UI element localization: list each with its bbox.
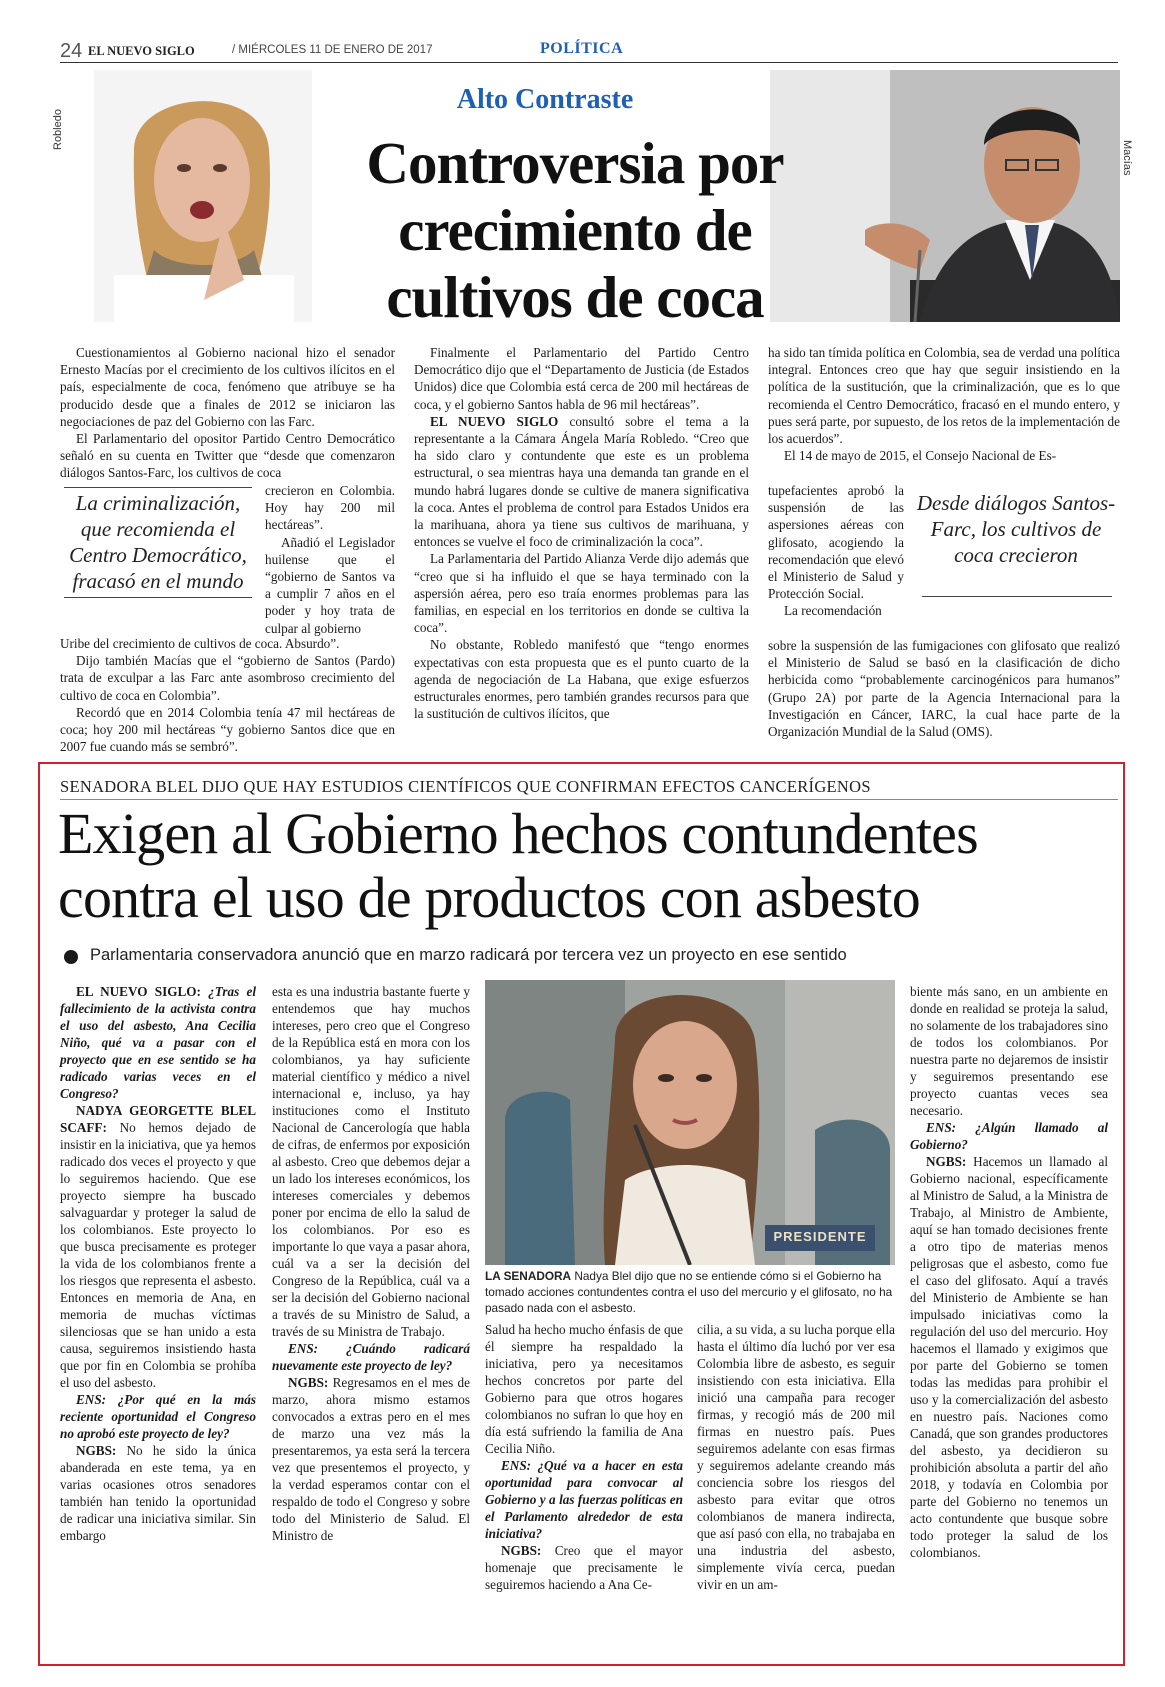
answer-speaker: NGBS:	[288, 1375, 329, 1390]
paragraph: Recordó que en 2014 Colombia tenía 47 mil hectáreas de coca; hoy 200 mil hectáreas “y gobierno Santos dice que en 2007 fue cuando más se sembró”.	[60, 704, 395, 755]
pullquote-right: Desde diálogos Santos-Farc, los cultivos de coca crecieron	[916, 491, 1116, 567]
interview-question: ENS: ¿Cuándo radicará nuevamente este proyecto de ley?	[272, 1341, 470, 1373]
interview-question	[60, 983, 256, 1102]
feature-headline-line2: contra el uso de productos con asbesto	[58, 865, 920, 930]
paragraph: ha sido tan tímida política en Colombia, sea de verdad una política integral. Entonces creo que hay que seguir insistiendo en la política de la sustitución, que la criminalización, que es lo que recomienda el Centro Democrático, fracasó en el mundo entero, y pues será parte, por supuesto, de los retos de la implementación de los acuerdos”.	[768, 345, 1120, 447]
top-column-3	[768, 344, 1120, 464]
question-speaker: EL NUEVO SIGLO:	[76, 984, 201, 999]
top-column-1-narrow	[265, 482, 395, 637]
paragraph: El 14 de mayo de 2015, el Consejo Nacional de Es-	[784, 448, 1057, 464]
kicker: Alto Contraste	[456, 84, 634, 115]
answer-text: Hacemos un llamado al Gobierno nacional, específicamente al Ministro de Salud, a la Ministra de Trabajo, al Ministro de Ambiente, aquí se han tomado decisiones frente a otro tipo de materias menos peligrosas que el asbesto, como fue el caso del glifosato. Aquí a través del Ministerio de Ambiente se han impulsado iniciativas como la regulación del uso del mercurio. Hoy hacemos el llamado y exigimos que por parte del Gobierno se tomen todas las medidas para prohibir el uso y la comercialización del asbesto en nuestro país. Naciones como Canadá, que son grandes productores del asbesto, ya decidieron su prohibición absoluta a partir del año 2018, y todavía en Colombia por parte del Gobierno no tenemos un acto contundente que busque sobre todo proteger la salud de los colombianos.	[910, 1154, 1108, 1560]
publication-date: / MIÉRCOLES 11 DE ENERO DE 2017	[232, 44, 433, 56]
feature-kicker: SENADORA BLEL DIJO QUE HAY ESTUDIOS CIENTÍFICOS QUE CONFIRMAN EFECTOS CANCERÍGENOS	[60, 777, 871, 796]
photo-caption-lead: LA SENADORA	[485, 1269, 572, 1283]
feature-column-3	[485, 1321, 683, 1593]
pullquote-rule-top	[64, 487, 252, 488]
top-column-2	[414, 344, 749, 722]
interview-question: ENS: ¿Qué va a hacer en esta oportunidad para convocar al Gobierno y a las fuerzas políticas en el Parlamento alrededor de esta iniciativa?	[485, 1458, 683, 1541]
paragraph: La recomendación	[784, 603, 882, 619]
interview-answer: biente más sano, en un ambiente en donde en realidad se proteja la salud, no solamente de los trabajadores sino de todos los colombianos. Por nuestra parte no dejaremos de insistir y seguiremos presentando ese proyecto cuantas veces sea necesario.	[910, 984, 1108, 1118]
top-column-1	[60, 344, 395, 482]
answer-speaker: NADYA GEORGETTE BLEL SCAFF:	[60, 1103, 256, 1135]
paragraph: Cuestionamientos al Gobierno nacional hizo el senador Ernesto Macías por el crecimiento de los cultivos ilícitos en el país, especialmente de coca, fenómeno que atribuye se ha producido desde que a finales de 2012 se iniciaron las negociaciones de paz del Gobierno con las Farc.	[60, 345, 395, 429]
page-header	[60, 40, 1120, 62]
feature-column-1	[60, 983, 256, 1544]
question-text: ¿Tras el fallecimiento de la activista contra el uso del asbesto, Ana Cecilia Niño, qué va a pasar con el proyecto que en ese sentido se ha radicado varias veces en el Congreso?	[60, 984, 256, 1101]
answer-text: Regresamos en el mes de marzo, ahora mismo estamos convocados a extras pero en el mes de marzo una vez más la presentaremos, ya esta será la tercera vez que presentemos el proyecto, y la verdad esperamos contar con el respaldo de todo el Congreso y sobre todo del Ministerio de Salud. El Ministro de	[272, 1375, 470, 1543]
feature-column-5	[910, 983, 1108, 1561]
paragraph: Añadió el Legislador huilense que el “gobierno de Santos va a cumplir 7 años en el poder y hoy trata de culpar al gobierno	[265, 534, 395, 636]
publication-name: EL NUEVO SIGLO	[88, 44, 195, 58]
paragraph: crecieron en Colombia. Hoy hay 200 mil hectáreas”.	[265, 483, 395, 533]
interview-answer	[60, 1442, 256, 1544]
answer-text: No hemos dejado de insistir en la iniciativa, que ya hemos radicado dos veces el proyecto y que lo seguiremos haciendo. Que ese proyecto siempre ha buscado salvaguardar y proteger la salud de los colombianos. Este proyecto lo que busca precisamente es proteger la vida de los colombianos frente a los riesgos que representa el asbesto. Entonces en memoria de Ana, en memoria de muchas víctimas silenciosas que se han unido a esta causa, seguiremos insistiendo hasta que por fin en Colombia se prohíba el uso del asbesto.	[60, 1120, 256, 1390]
paragraph	[414, 413, 749, 551]
pullquote-rule-bottom	[64, 597, 252, 598]
robledo-caption: Robledo	[52, 109, 64, 150]
interview-answer: cilia, a su vida, a su lucha porque ella hasta el último día luchó por ver esa Colombia libre de asbesto, es seguir insistiendo con esta iniciativa. Ella inició una campaña para recoger firmas, y recogió más de 200 mil firmas en nuestro país. Pues seguiremos adelante con esas firmas y seguiremos adelante creando más conciencia sobre los riesgos del asbesto para evitar que otros colombianos de manera indirecta, que así pasó con ella, no trabajaba en una industria del asbesto, simplemente vivía cerca, puedan vivir en un am-	[697, 1322, 895, 1592]
pullquote-right-rule	[922, 596, 1112, 597]
top-column-3-end	[768, 637, 1120, 740]
answer-speaker: NGBS:	[76, 1443, 117, 1458]
page-number: 24	[60, 40, 83, 62]
paragraph: No obstante, Robledo manifestó que “tengo enormes expectativas con esta propuesta que es el punto cuarto de la agenda de negociación de La Habana, que exige esfuerzos estructurales enormes, pero también grandes recursos para que la sustitución de cultivos ilícitos, que	[414, 637, 749, 722]
answer-text: No he sido la única abanderada en este tema, ya en varias ocasiones otros senadores también han tenido la oportunidad de radicar una iniciativa similar. Sin embargo	[60, 1443, 256, 1543]
paragraph: El Parlamentario del opositor Partido Centro Democrático señaló en su cuenta en Twitter que “desde que comenzaron diálogos Santos-Farc, los cultivos de coca	[60, 431, 395, 481]
top-column-3-narrow	[768, 482, 904, 620]
paragraph: Dijo también Macías que el “gobierno de Santos (Pardo) trata de exculpar a las Farc ante asombroso crecimiento del cultivo de coca en Colombia”.	[60, 653, 395, 703]
paragraph: Finalmente el Parlamentario del Partido Centro Democrático dijo que el “Departamento de Justicia (de Estados Unidos) dice que Colombia está cerca de 200 mil hectáreas de coca, y el gobierno Santos habla de 96 mil hectáreas”.	[414, 345, 749, 412]
presidente-nameplate: PRESIDENTE	[773, 1229, 867, 1244]
answer-text: Creo que el mayor homenaje que precisamente le seguiremos haciendo a Ana Ce-	[485, 1543, 683, 1592]
top-headline: Controversia por crecimiento de cultivos de coca	[366, 130, 784, 330]
macias-photo	[770, 70, 1120, 322]
feature-column-2	[272, 983, 470, 1544]
feature-column-4	[697, 1321, 895, 1593]
answer-speaker: NGBS:	[926, 1154, 967, 1169]
photo-caption-text: Nadya Blel dijo que no se entiende cómo si el Gobierno ha tomado acciones contundentes contra el uso del mercurio y el glifosato, no ha pasado nada con el asbesto.	[485, 1269, 893, 1315]
senator-photo	[485, 980, 895, 1265]
interview-answer	[485, 1542, 683, 1593]
top-column-1-end	[60, 635, 395, 755]
header-rule	[60, 62, 1118, 63]
newspaper-lead: EL NUEVO SIGLO	[430, 413, 559, 429]
robledo-photo	[94, 70, 312, 322]
interview-answer	[272, 1374, 470, 1544]
answer-speaker: NGBS:	[501, 1543, 542, 1558]
feature-kicker-rule	[60, 799, 1118, 800]
interview-answer: Salud ha hecho mucho énfasis de que él siempre ha respaldado la iniciativa, pero ya necesitamos hechos concretos por parte del Gobierno para que otros hogares colombianos no sufran lo que hoy en día está sufriendo la familia de Ana Cecilia Niño.	[485, 1322, 683, 1456]
paragraph: tupefacientes aprobó la suspensión de las aspersiones aéreas con glifosato, acogiendo la recomendación que elevó el Ministerio de Salud y Protección Social.	[768, 483, 904, 602]
feature-headline-line1: Exigen al Gobierno hechos contundentes	[58, 801, 978, 866]
interview-answer	[910, 1153, 1108, 1561]
interview-answer	[60, 1102, 256, 1391]
macias-caption: Macías	[1121, 140, 1133, 176]
photo-caption	[485, 1268, 895, 1316]
feature-deck: Parlamentaria conservadora anunció que en marzo radicará por tercera vez un proyecto en ese sentido	[90, 946, 847, 964]
pullquote-left: La criminalización, que recomienda el Centro Democrático, fracasó en el mundo	[69, 491, 247, 593]
interview-question: ENS: ¿Por qué en la más reciente oportunidad el Congreso no aprobó este proyecto de ley?	[60, 1392, 256, 1441]
deck-bullet-icon	[64, 950, 78, 964]
paragraph: Uribe del crecimiento de cultivos de coca. Absurdo”.	[60, 636, 340, 651]
paragraph: sobre la suspensión de las fumigaciones con glifosato que realizó el Ministerio de Salud se basó en la clasificación de dicho herbicida como “probablemente carcinogénicos para humanos” (Grupo 2A) por parte de la Agencia Internacional para la Investigación en Cáncer, IARC, la cual hace parte de la Organización Mundial de la Salud (OMS).	[768, 638, 1120, 740]
paragraph: La Parlamentaria del Partido Alianza Verde dijo además que “creo que si ha influido el que se haya terminado con la aspersión aérea, pero eso traía enormes problemas para las familias, en especial en los territorios en donde se cultiva la coca”.	[414, 551, 749, 636]
paragraph-text: consultó sobre el tema a la representante a la Cámara Ángela María Robledo. “Creo que ha sido claro y contundente que este es un problema estructural, o sea mientras haya una demanda tan grande en el mundo habrá lugares donde se cultive de manera significativa la coca. Antes el problema de control para Estados Unidos era la marihuana, ahora ya tiene sus cultivos de marihuana, y entonces se vuelve el foco de criminalización la coca”.	[414, 413, 749, 550]
interview-question: ENS: ¿Algún llamado al Gobierno?	[910, 1120, 1108, 1152]
section-name: POLÍTICA	[540, 40, 624, 57]
interview-answer: esta es una industria bastante fuerte y entendemos que hay muchos intereses, pero creo que el Congreso de la República está en mora con los colombianos, ya hay suficiente material científico y médico a nivel internacional e, incluso, ya hay instituciones como el Instituto Nacional de Cancerología que habla de cifras, de enfermos por exposición al asbesto. Creo que debemos dejar a un lado los intereses económicos, los intereses comerciales y debemos poner por encima de ello la salud de los colombianos. Por eso es importante lo que vaya a pasar ahora, cuál va a ser la decisión del Congreso de la República, cuál va a ser la decisión del Gobierno nacional a través de su Ministro de Salud, a través de su Ministra de Trabajo.	[272, 984, 470, 1339]
